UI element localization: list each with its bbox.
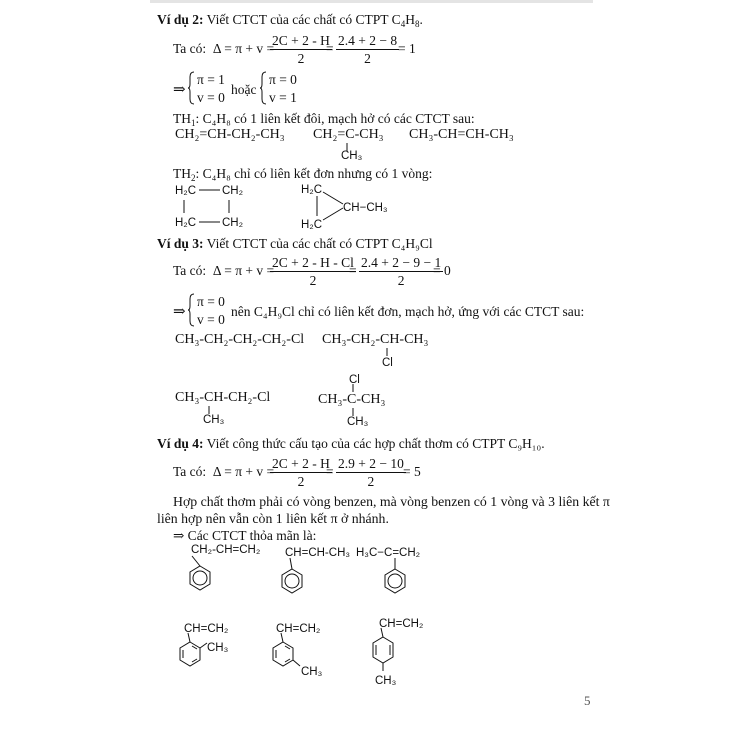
brace-icon — [188, 293, 194, 327]
example3-frac1 — [270, 254, 356, 289]
substituent-propenyl: CH=CH-CH₃ — [285, 547, 351, 559]
substituent-methyl-meta: CH₃ — [301, 666, 323, 678]
branch-cl-top: Cl — [349, 374, 360, 386]
frac-denominator: 2 — [309, 273, 317, 288]
example4-result: = 5 — [403, 464, 421, 479]
benzene-ring-icon — [263, 630, 313, 678]
implies-arrow: ⇒ — [173, 82, 186, 98]
structure-2-chlorobutane: CH₃-CH₂-CH-CH₃ — [322, 332, 429, 347]
cyclobutane-bonds — [170, 180, 250, 230]
example3-conclusion: nên C₄H₉Cl chỉ có liên kết đơn, mạch hở, ứng với các CTCT sau: — [231, 304, 585, 319]
frac-denominator: 2 — [297, 51, 305, 66]
formula-sub-c: 4 — [400, 19, 406, 29]
substituent-vinyl: CH=CH₂ — [276, 623, 321, 635]
benzene-ring-icon — [375, 555, 415, 603]
cyclopropane-bonds — [300, 180, 350, 230]
structure-isobutene: CH₂=C-CH₃ — [313, 127, 384, 142]
branch-ch3: CH₃ — [341, 150, 363, 162]
delta-expression: Δ = π + v = — [212, 263, 275, 278]
formula-h: H — [405, 12, 415, 27]
equals-sign: = — [326, 41, 334, 56]
delta-expression: Δ = π + v = — [212, 41, 275, 56]
substituent-vinyl: CH=CH₂ — [379, 618, 424, 630]
brace-icon — [260, 71, 266, 105]
example4-implies-text: ⇒ Các CTCT thỏa mãn là: — [173, 528, 317, 543]
benzene-ring-icon — [272, 555, 312, 603]
example3-title — [157, 236, 433, 252]
example2-frac1 — [270, 32, 332, 67]
substituent-allyl: CH₂-CH=CH₂ — [191, 544, 261, 556]
formula-sub-h: 8 — [414, 19, 420, 29]
example3-result: = 0 — [433, 263, 451, 278]
case-line: π = 0 — [269, 72, 297, 87]
th-text: : C₄H₈ chỉ có liên kết đơn nhưng có 1 vòng: — [195, 166, 433, 181]
structure-1-chlorobutane: CH₃-CH₂-CH₂-CH₂-Cl — [175, 332, 305, 347]
page-top-border — [150, 0, 593, 3]
th-label: TH — [173, 111, 191, 126]
substituent-isopropenyl: H₃C−C=CH₂ — [356, 547, 421, 559]
case-line: v = 1 — [269, 90, 297, 105]
example2-label: Ví dụ 2: — [157, 12, 204, 27]
ta-co-label: Ta có: — [173, 464, 207, 479]
frac-numerator: 2C + 2 - H — [272, 456, 330, 471]
example3-label: Ví dụ 3: — [157, 236, 204, 251]
structure-2-chloro-2-methylpropane: CH₃-C-CH₃ — [318, 392, 386, 407]
equals-sign: = — [326, 464, 334, 479]
example4-ta-co — [173, 464, 274, 480]
frac-denominator: 2 — [367, 474, 375, 489]
th-text: : C₄H₈ có 1 liên kết đôi, mạch hở có các CTCT sau: — [195, 111, 475, 126]
implies-arrow: ⇒ — [173, 304, 186, 320]
structure-but-1-ene: CH₂=CH-CH₂-CH₃ — [175, 127, 285, 142]
equals-sign: = — [349, 263, 357, 278]
example3-frac2 — [359, 254, 443, 289]
example4-label: Ví dụ 4: — [157, 436, 204, 451]
example4-frac1 — [270, 455, 332, 490]
bond-line — [352, 384, 354, 392]
substituent-methyl-para: CH₃ — [375, 675, 397, 687]
case-line: π = 0 — [197, 294, 225, 309]
branch-ch3-bottom: CH₃ — [347, 416, 369, 428]
case-line: v = 0 — [197, 312, 225, 327]
example4-title-text: Viết công thức cấu tạo của các hợp chất thơm có CTPT C₉H₁₀. — [206, 436, 545, 451]
example4-title — [157, 436, 545, 452]
or-word: hoặc — [231, 82, 257, 97]
example2-title: Ví dụ 2: Viết CTCT của các chất có CTPT $C_4H_8$. — [157, 12, 423, 29]
structure-1-chloro-2-methylpropane: CH₃-CH-CH₂-Cl — [175, 390, 271, 405]
frac-numerator: 2.4 + 2 − 9 − 1 — [361, 255, 442, 270]
delta-expression: Δ = π + v = — [212, 464, 275, 479]
example4-paragraph-line2: liên hợp nên vẫn còn 1 liên kết π ở nhánh. — [157, 511, 389, 526]
th-sub: 1 — [191, 118, 196, 128]
example2-th1 — [173, 111, 475, 127]
cyclobutane-tr: CH₂ — [222, 185, 244, 197]
th-sub: 2 — [191, 173, 196, 183]
ta-co-label: Ta có: — [173, 41, 207, 56]
cyclobutane-bl: H₂C — [175, 217, 197, 229]
frac-numerator: 2C + 2 - H — [272, 33, 330, 48]
cyclobutane-br: CH₂ — [222, 217, 244, 229]
example4-paragraph-line1: Hợp chất thơm phải có vòng benzen, mà vòng benzen có 1 vòng và 3 liên kết π — [173, 494, 610, 509]
benzene-ring-icon — [363, 625, 413, 677]
frac-numerator: 2C + 2 - H - Cl — [272, 255, 354, 270]
cyclopropane-bottom: H₂C — [301, 219, 323, 231]
example3-ta-co — [173, 263, 274, 279]
example2-title-text: Viết CTCT của các chất có CTPT C — [206, 12, 401, 27]
frac-denominator: 2 — [397, 273, 405, 288]
th-label: TH — [173, 166, 191, 181]
case-line: v = 0 — [197, 90, 225, 105]
ta-co-label: Ta có: — [173, 263, 207, 278]
structure-but-2-ene: CH₃-CH=CH-CH₃ — [409, 127, 514, 142]
example4-frac2 — [336, 455, 406, 490]
case-line: π = 1 — [197, 72, 225, 87]
frac-denominator: 2 — [364, 51, 371, 66]
cyclopropane-right: CH−CH₃ — [343, 202, 388, 214]
frac-denominator: 2 — [297, 474, 305, 489]
example2-frac2 — [336, 32, 399, 67]
brace-icon — [188, 71, 194, 105]
frac-numerator: 2.4 + 2 − 8 — [338, 33, 398, 48]
substituent-methyl-ortho: CH₃ — [207, 642, 229, 654]
example2-ta-co — [173, 41, 274, 57]
benzene-ring-icon — [170, 630, 220, 678]
example3-title-text: Viết CTCT của các chất có CTPT C₄H₉Cl — [206, 236, 433, 251]
substituent-vinyl: CH=CH₂ — [184, 623, 229, 635]
cyclobutane-tl: H₂C — [175, 185, 197, 197]
page-number: 5 — [584, 693, 591, 708]
benzene-ring-icon — [180, 552, 220, 600]
branch-ch3: CH₃ — [203, 414, 225, 426]
branch-cl: Cl — [382, 357, 393, 369]
example2-result: = 1 — [398, 41, 416, 56]
frac-numerator: 2.9 + 2 − 10 — [338, 456, 404, 471]
cyclopropane-top: H₂C — [301, 184, 323, 196]
